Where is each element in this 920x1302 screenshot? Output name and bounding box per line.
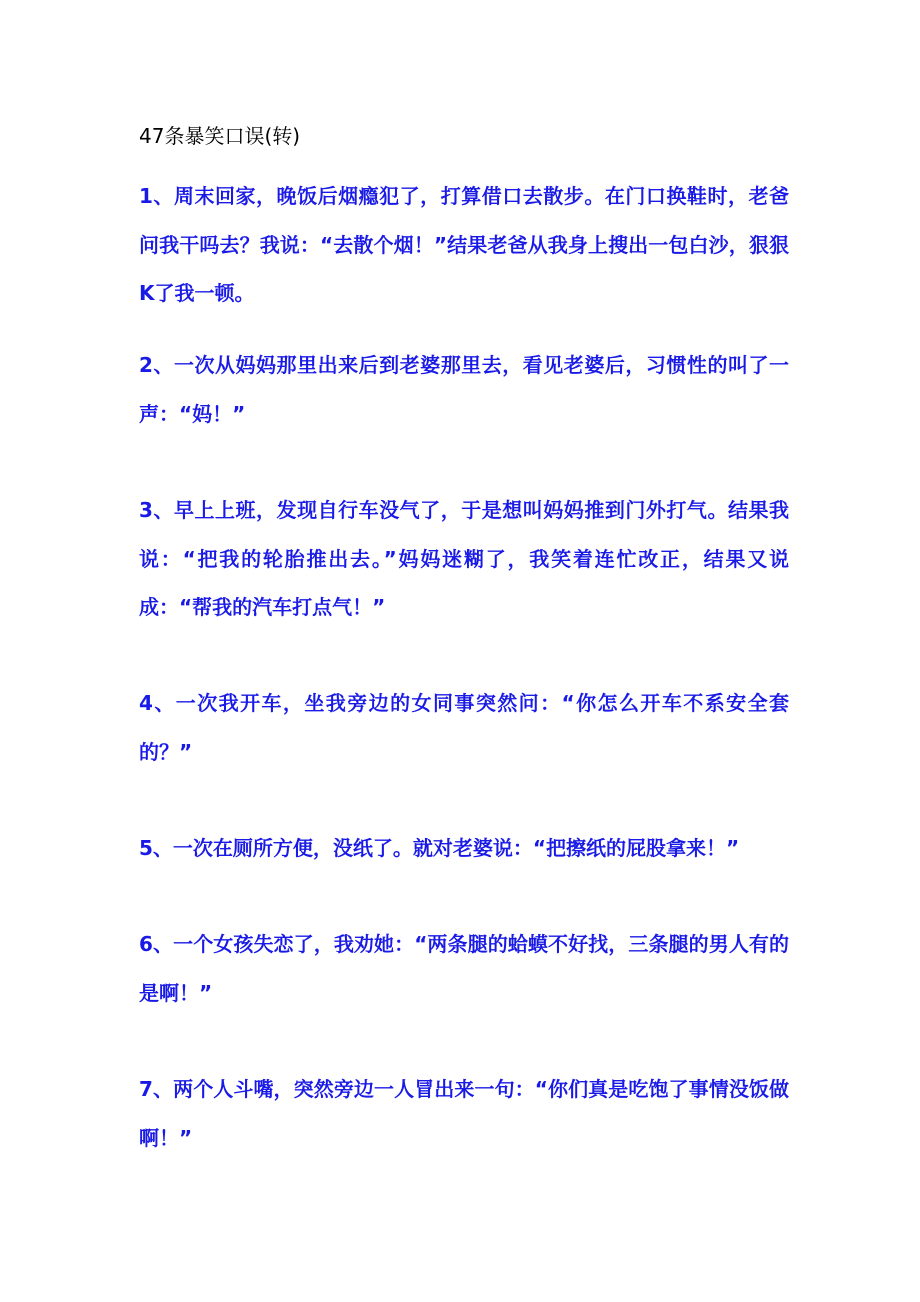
joke-paragraph-1: 1、周末回家，晚饭后烟瘾犯了，打算借口去散步。在门口换鞋时，老爸问我干吗去？我说：“去散个烟！”结果老爸从我身上搜出一包白沙，狠狠K了我一顿。 bbox=[139, 184, 789, 305]
joke-paragraph-5: 5、一次在厕所方便，没纸了。就对老婆说：“把擦纸的屁股拿来！” bbox=[139, 836, 740, 860]
joke-paragraph-7: 7、两个人斗嘴，突然旁边一人冒出来一句：“你们真是吃饱了事情没饭做啊！” bbox=[139, 1077, 789, 1150]
joke-paragraph-2: 2、一次从妈妈那里出来后到老婆那里去，看见老婆后，习惯性的叫了一声：“妈！” bbox=[139, 353, 789, 426]
joke-paragraph-4: 4、一次我开车，坐我旁边的女同事突然问：“你怎么开车不系安全套的？” bbox=[139, 691, 789, 764]
document-title: 47条暴笑口误(转) bbox=[139, 124, 301, 148]
joke-paragraph-6: 6、一个女孩失恋了，我劝她：“两条腿的蛤蟆不好找，三条腿的男人有的是啊！” bbox=[139, 932, 789, 1005]
joke-paragraph-3: 3、早上上班，发现自行车没气了，于是想叫妈妈推到门外打气。结果我说：“把我的轮胎推出去。”妈妈迷糊了，我笑着连忙改正，结果又说成：“帮我的汽车打点气！” bbox=[139, 498, 789, 619]
